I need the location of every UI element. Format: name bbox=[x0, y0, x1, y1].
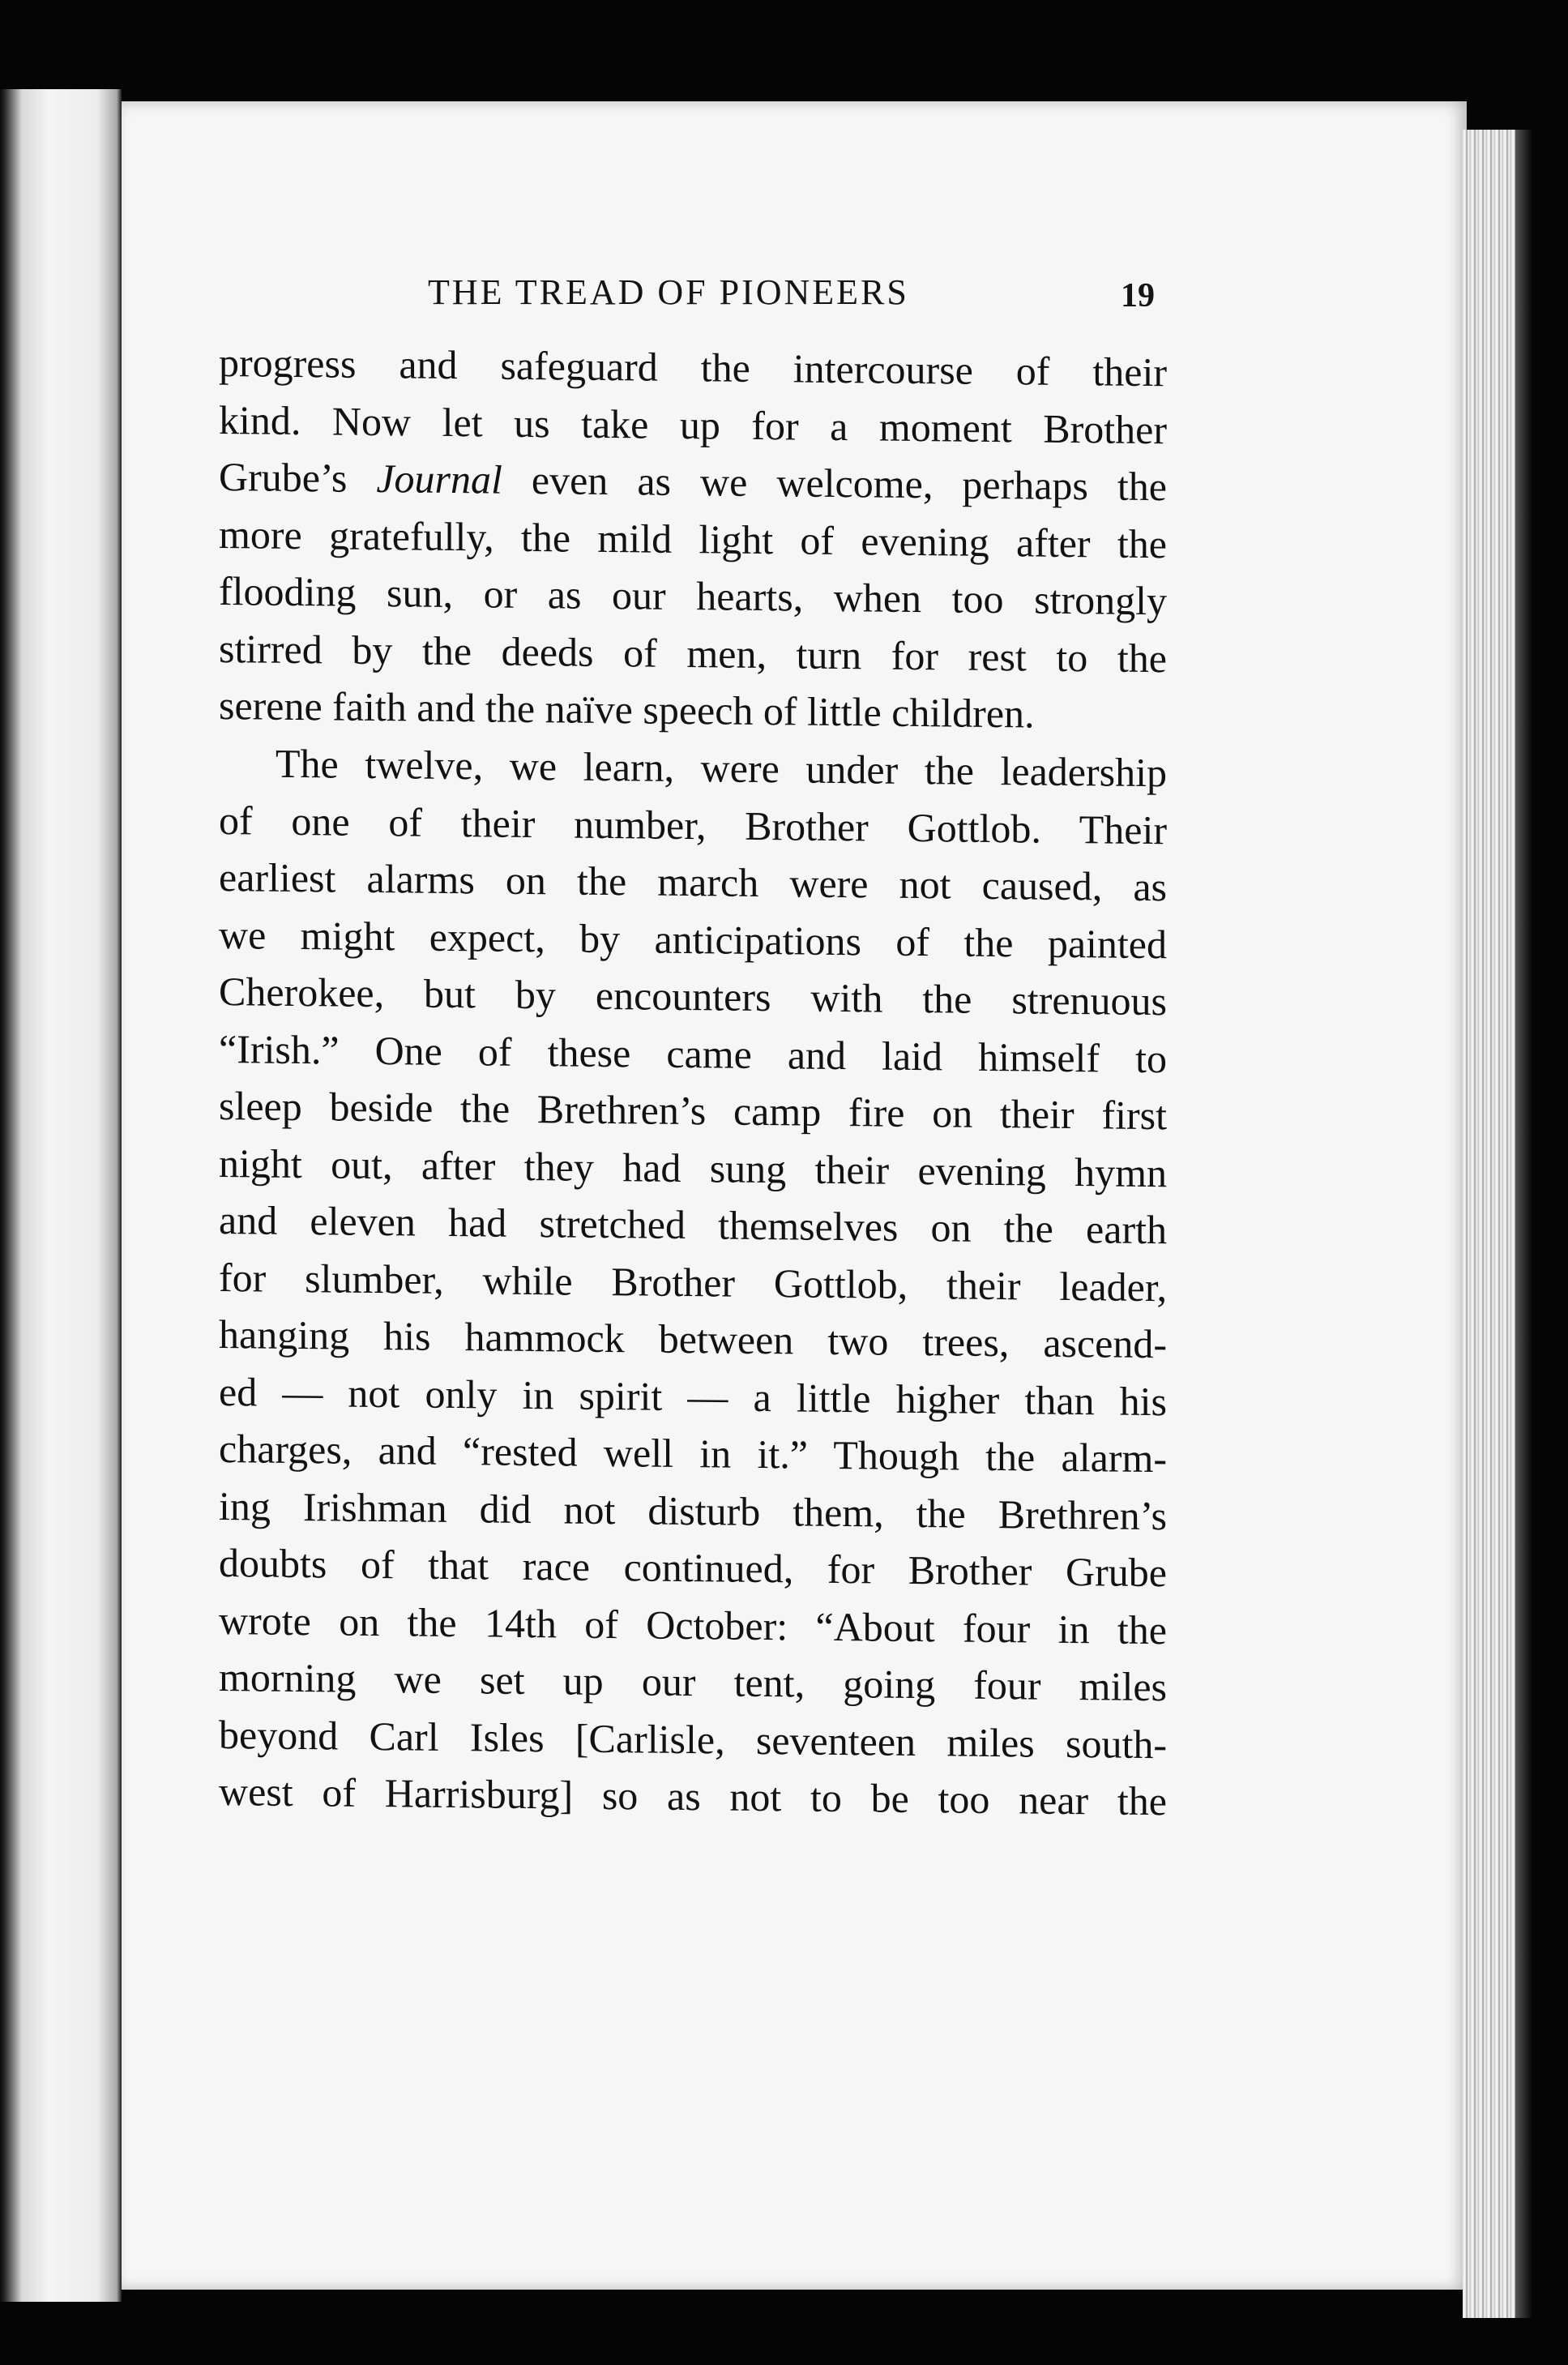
text-line: charges, and “rested well in it.” Though the alarm- bbox=[219, 1425, 1167, 1481]
page-header bbox=[428, 272, 1173, 320]
body-text bbox=[219, 334, 1167, 1824]
text-line: of one of their number, Brother Gottlob. Their bbox=[219, 797, 1167, 853]
paragraph-2 bbox=[219, 734, 1167, 1830]
text-line: doubts of that race continued, for Brother Grube bbox=[219, 1539, 1167, 1595]
text-line: sleep beside the Brethren’s camp fire on their first bbox=[219, 1082, 1167, 1138]
journal-title: Journal bbox=[376, 455, 502, 503]
text-line: ing Irishman did not disturb them, the Brethren’s bbox=[219, 1482, 1167, 1538]
text-line: The twelve, we learn, were under the leadership bbox=[276, 740, 1167, 795]
text-line: and eleven had stretched themselves on the earth bbox=[219, 1196, 1167, 1252]
text-line: west of Harrisburg] so as not to be too near the bbox=[219, 1768, 1167, 1824]
text-line: hanging his hammock between two trees, ascend- bbox=[219, 1311, 1167, 1366]
paragraph-1 bbox=[219, 334, 1167, 744]
text-line: earliest alarms on the march were not caused, as bbox=[219, 853, 1167, 909]
text-line: night out, after they had sung their evening hymn bbox=[219, 1140, 1167, 1195]
text-line: serene faith and the naïve speech of little children. bbox=[219, 682, 1035, 737]
facing-page-edge bbox=[0, 89, 122, 2302]
text-line: stirred by the deeds of men, turn for rest to the bbox=[219, 625, 1167, 681]
text-line: progress and safeguard the intercourse of their bbox=[219, 340, 1167, 396]
text-line: beyond Carl Isles [Carlisle, seventeen miles south- bbox=[219, 1711, 1167, 1767]
text-line: wrote on the 14th of October: “About four in the bbox=[219, 1597, 1167, 1653]
text-line: kind. Now let us take up for a moment Brother bbox=[219, 396, 1167, 452]
running-title: THE TREAD OF PIONEERS bbox=[428, 272, 909, 312]
journal-line: Grube’s Journal even as we welcome, perhaps the bbox=[219, 454, 1167, 510]
text-line: ed — not only in spirit — a little higher than his bbox=[219, 1368, 1167, 1424]
binding-shadow bbox=[1515, 130, 1532, 2318]
text-line: “Irish.” One of these came and laid himself to bbox=[219, 1025, 1167, 1081]
text-line: we might expect, by anticipations of the painted bbox=[219, 911, 1167, 967]
text-line: more gratefully, the mild light of evening after the bbox=[219, 511, 1167, 567]
page-number: 19 bbox=[1121, 277, 1155, 314]
text-line: Cherokee, but by encounters with the strenuous bbox=[219, 968, 1167, 1024]
page-edges bbox=[1463, 130, 1515, 2318]
text-line: for slumber, while Brother Gottlob, their leader, bbox=[219, 1254, 1167, 1310]
text-line: morning we set up our tent, going four miles bbox=[219, 1653, 1167, 1709]
text-line bbox=[219, 448, 1167, 515]
text-line: flooding sun, or as our hearts, when too strongly bbox=[219, 568, 1167, 624]
